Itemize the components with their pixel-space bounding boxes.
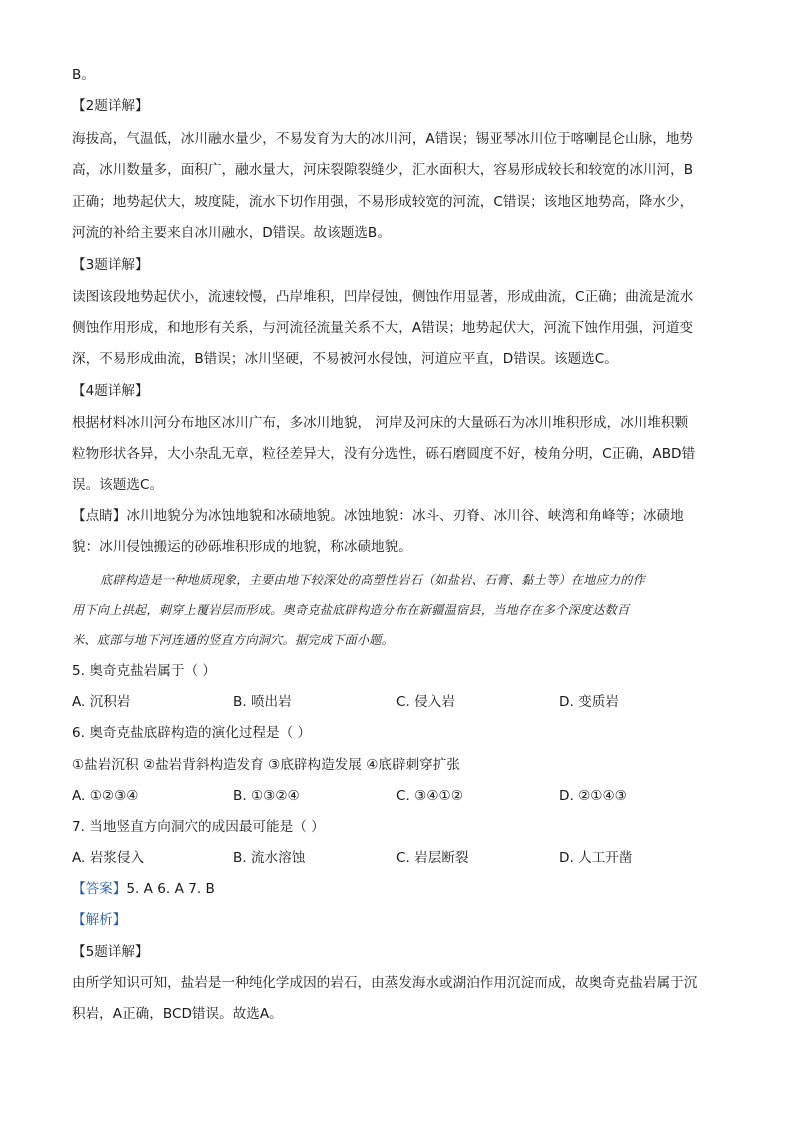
option-c: C. ③④①② <box>396 788 463 804</box>
question-items: ①盐岩沉积 ②盐岩背斜构造发育 ③底辟构造发展 ④底辟刺穿扩张 <box>72 757 460 773</box>
option-b: B. 喷出岩 <box>233 694 292 710</box>
section-heading: 【4题详解】 <box>72 383 149 399</box>
text-line: 根据材料冰川河分布地区冰川广布，多冰川地貌， 河岸及河床的大量砾石为冰川堆积形成，冰川堆积颗 <box>72 415 689 431</box>
answer-line <box>72 879 722 899</box>
passage-line: 米、底部与地下河连通的竖直方向洞穴。据完成下面小题。 <box>72 633 395 647</box>
analysis-label: 【解析】 <box>72 912 127 928</box>
option-a: A. 沉积岩 <box>72 694 131 710</box>
section-heading: 【2题详解】 <box>72 98 149 114</box>
passage-line: 底辟构造是一种地质现象，主要由地下较深处的高塑性岩石（如盐岩、石膏、黏土等）在地应力的作 <box>100 573 646 587</box>
question-stem: 6. 奥奇克盐底辟构造的演化过程是（ ） <box>72 725 312 741</box>
option-a: A. 岩浆侵入 <box>72 850 145 866</box>
text-line: 侧蚀作用形成，和地形有关系，与河流径流量关系不大，A错误；地势起伏大，河流下蚀作用强，河道变 <box>72 320 694 336</box>
text-line: 积岩，A正确，BCD错误。故选A。 <box>72 1006 283 1022</box>
section-heading: 【5题详解】 <box>72 944 149 960</box>
text-line: 误。该题选C。 <box>72 477 164 493</box>
option-d: D. 变质岩 <box>559 694 619 710</box>
answer-label: 【答案】 <box>72 881 127 897</box>
text-line: 河流的补给主要来自冰川融水，D错误。故该题选B。 <box>72 225 391 241</box>
text-line: B。 <box>72 67 95 83</box>
text-line: 海拔高，气温低，冰川融水量少，不易发育为大的冰川河，A错误；锡亚琴冰川位于喀喇昆仑山脉，地势 <box>72 131 694 147</box>
option-b: B. ①③②④ <box>233 788 300 804</box>
key-point-line: 貌：冰川侵蚀搬运的砂砾堆积形成的地貌，称冰碛地貌。 <box>72 539 412 555</box>
text-line: 粒物形状各异，大小杂乱无章，粒径差异大，没有分选性，砾石磨圆度不好，棱角分明，C正确，ABD错 <box>72 446 696 462</box>
text-line: 由所学知识可知，盐岩是一种纯化学成因的岩石，由蒸发海水或湖泊作用沉淀而成，故奥奇克盐岩属于沉 <box>72 975 698 991</box>
question-stem: 5. 奥奇克盐岩属于（ ） <box>72 663 216 679</box>
text-line: 正确；地势起伏大，坡度陡，流水下切作用强，不易形成较宽的河流，C错误；该地区地势高，降水少， <box>72 194 694 210</box>
option-b: B. 流水溶蚀 <box>233 850 306 866</box>
option-a: A. ①②③④ <box>72 788 139 804</box>
key-point-line: 【点睛】冰川地貌分为冰蚀地貌和冰碛地貌。冰蚀地貌：冰斗、刃脊、冰川谷、峡湾和角峰等；冰碛地 <box>72 508 684 524</box>
option-d: D. ②①④③ <box>559 788 627 804</box>
option-c: C. 岩层断裂 <box>396 850 469 866</box>
text-line: 读图该段地势起伏小，流速较慢，凸岸堆积，凹岸侵蚀，侧蚀作用显著，形成曲流，C正确；曲流是流水 <box>72 289 694 305</box>
option-d: D. 人工开凿 <box>559 850 633 866</box>
section-heading: 【3题详解】 <box>72 257 149 273</box>
text-line: 高，冰川数量多，面积广，融水量大，河床裂隙裂缝少，汇水面积大，容易形成较长和较宽的冰川河，B <box>72 162 694 178</box>
answer-text: 5. A 6. A 7. B <box>126 881 215 897</box>
question-stem: 7. 当地竖直方向洞穴的成因最可能是（ ） <box>72 819 325 835</box>
passage-line: 用下向上拱起，刺穿上覆岩层而形成。奥奇克盐底辟构造分布在新疆温宿县，当地存在多个深度达数百 <box>72 603 630 617</box>
option-c: C. 侵入岩 <box>396 694 455 710</box>
text-line: 深，不易形成曲流，B错误；冰川坚硬，不易被河水侵蚀，河道应平直，D错误。该题选C。 <box>72 351 618 367</box>
